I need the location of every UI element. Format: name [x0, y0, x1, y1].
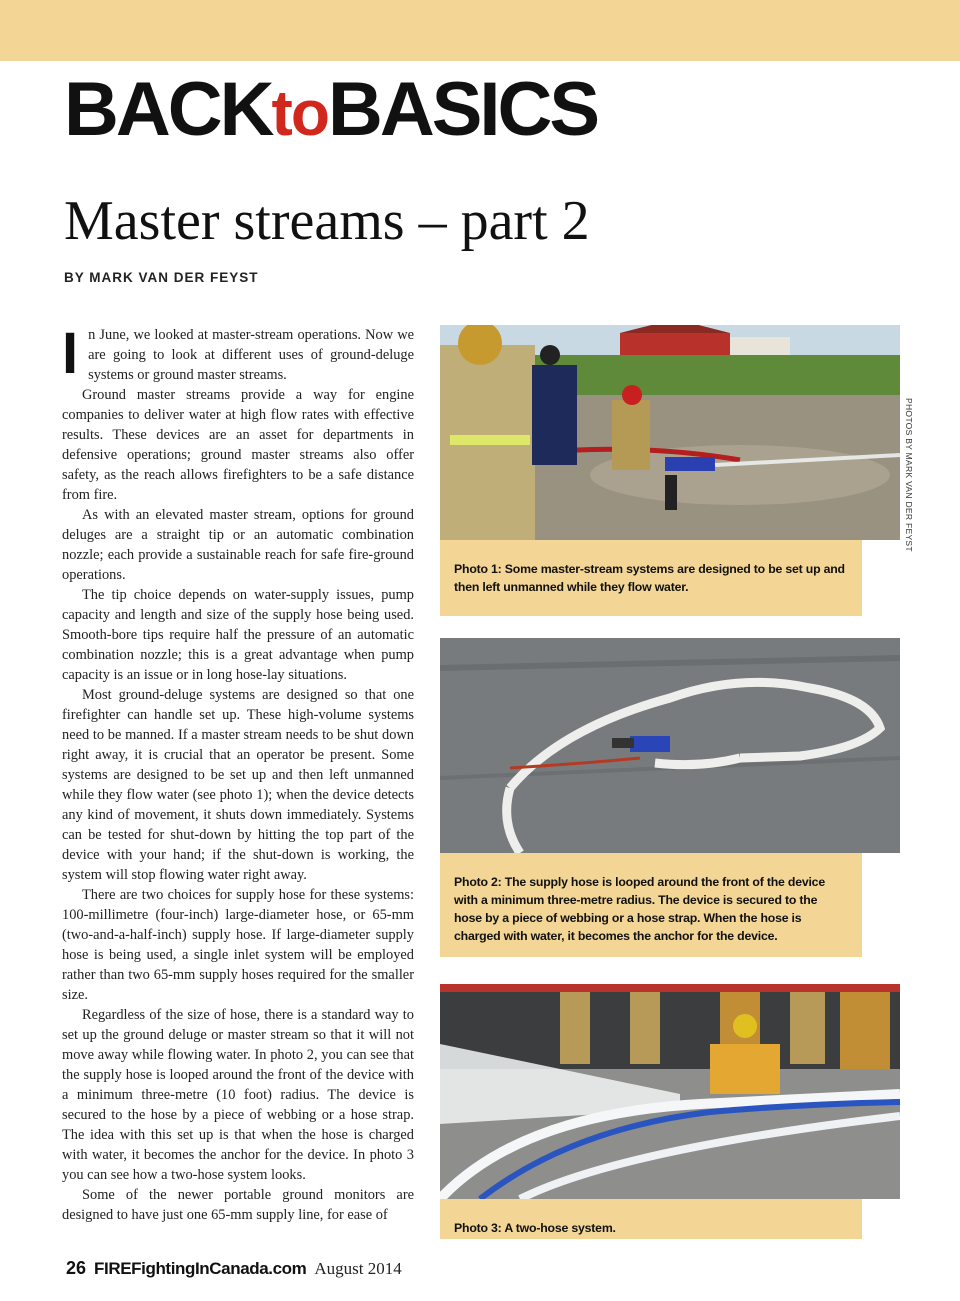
- paragraph-2: Ground master streams provide a way for engine companies to deliver water at high flow rates with effective results. These devices are an asset for departments in defensive operations; ground master streams also offer safety, as the reach allows firefighters to be a safe distance from fire.: [62, 387, 414, 503]
- top-color-band: [0, 0, 960, 61]
- photo-2-illustration: [440, 638, 900, 853]
- issue-date: August 2014: [314, 1259, 402, 1278]
- article-body: [62, 325, 414, 1245]
- paragraph-1: [62, 325, 414, 385]
- photo-1: [440, 325, 900, 540]
- photo-2: [440, 638, 900, 853]
- photo-2-caption: Photo 2: The supply hose is looped around the front of the device with a minimum three-metre radius. The device is secured to the hose by a piece of webbing or a hose strap. When the hose is charged with water, it becomes the anchor for the device.: [440, 853, 862, 957]
- photo-1-caption: Photo 1: Some master-stream systems are designed to be set up and then left unmanned while they flow water.: [440, 540, 862, 616]
- section-kicker: [64, 67, 598, 152]
- paragraph-7: Regardless of the size of hose, there is a standard way to set up the ground deluge or master stream so that it will not move away while flowing water. In photo 2, you can see that the supply hose is looped around the front of the device with a minimum three-metre (10 foot) radius. The device is secured to the hose by a piece of webbing or a hose strap. The idea with this set up is that when the hose is charged with water, it becomes the anchor for the device. In photo 3 you can see how a two-hose system looks.: [62, 1007, 414, 1183]
- paragraph-6: There are two choices for supply hose for these systems: 100-millimetre (four-inch) large-diameter hose, or 65-mm (two-and-a-half-inch) supply hose. If large-diameter supply hose is being used, a single inlet system will be employed rather than two 65-mm supply hoses required for the smaller size.: [62, 887, 414, 1003]
- magazine-name: FIREFightingInCanada.com: [94, 1259, 307, 1278]
- photo-1-illustration: [440, 325, 900, 540]
- kicker-back: BACK: [64, 67, 272, 152]
- photo-3-illustration: [440, 984, 900, 1199]
- kicker-to: to: [271, 77, 328, 149]
- photo-3-caption: Photo 3: A two-hose system.: [440, 1199, 862, 1239]
- paragraph-5: Most ground-deluge systems are designed so that one firefighter can handle set up. These high-volume systems need to be manned. If a master stream needs to be shut down right away, it is crucial that an operator be present. Some systems are designed to be set up and then left unmanned while they flow water (see photo 1); when the device detects any kind of movement, it shuts down immediately. Systems can be tested for shut-down by hitting the top part of the device with your hand; if the shut-down is working, the system will stop flowing water right away.: [62, 687, 414, 883]
- photo-3: [440, 984, 900, 1199]
- article-headline: Master streams – part 2: [64, 190, 590, 252]
- page-number: 26: [66, 1258, 87, 1278]
- kicker-basics: BASICS: [327, 67, 598, 152]
- paragraph-3: As with an elevated master stream, options for ground deluges are a straight tip or an automatic combination nozzle; each provide a sustainable reach for safe fire-ground operations.: [62, 507, 414, 583]
- paragraph-1-text: n June, we looked at master-stream operations. Now we are going to look at different uses of ground-deluge systems or ground master streams.: [88, 327, 414, 383]
- drop-cap: I: [62, 325, 79, 386]
- page-footer: [66, 1258, 402, 1282]
- paragraph-4: The tip choice depends on water-supply issues, pump capacity and length and size of the supply hose being used. Smooth-bore tips require half the pressure of an automatic combination nozzle; this is a great advantage when pump capacity is an issue or in long hose-lay situations.: [62, 587, 414, 683]
- article-byline: BY MARK VAN DER FEYST: [64, 270, 259, 285]
- paragraph-8: Some of the newer portable ground monitors are designed to have just one 65-mm supply line, for ease of: [62, 1187, 414, 1223]
- photo-credit: PHOTOS BY MARK VAN DER FEYST: [904, 398, 914, 552]
